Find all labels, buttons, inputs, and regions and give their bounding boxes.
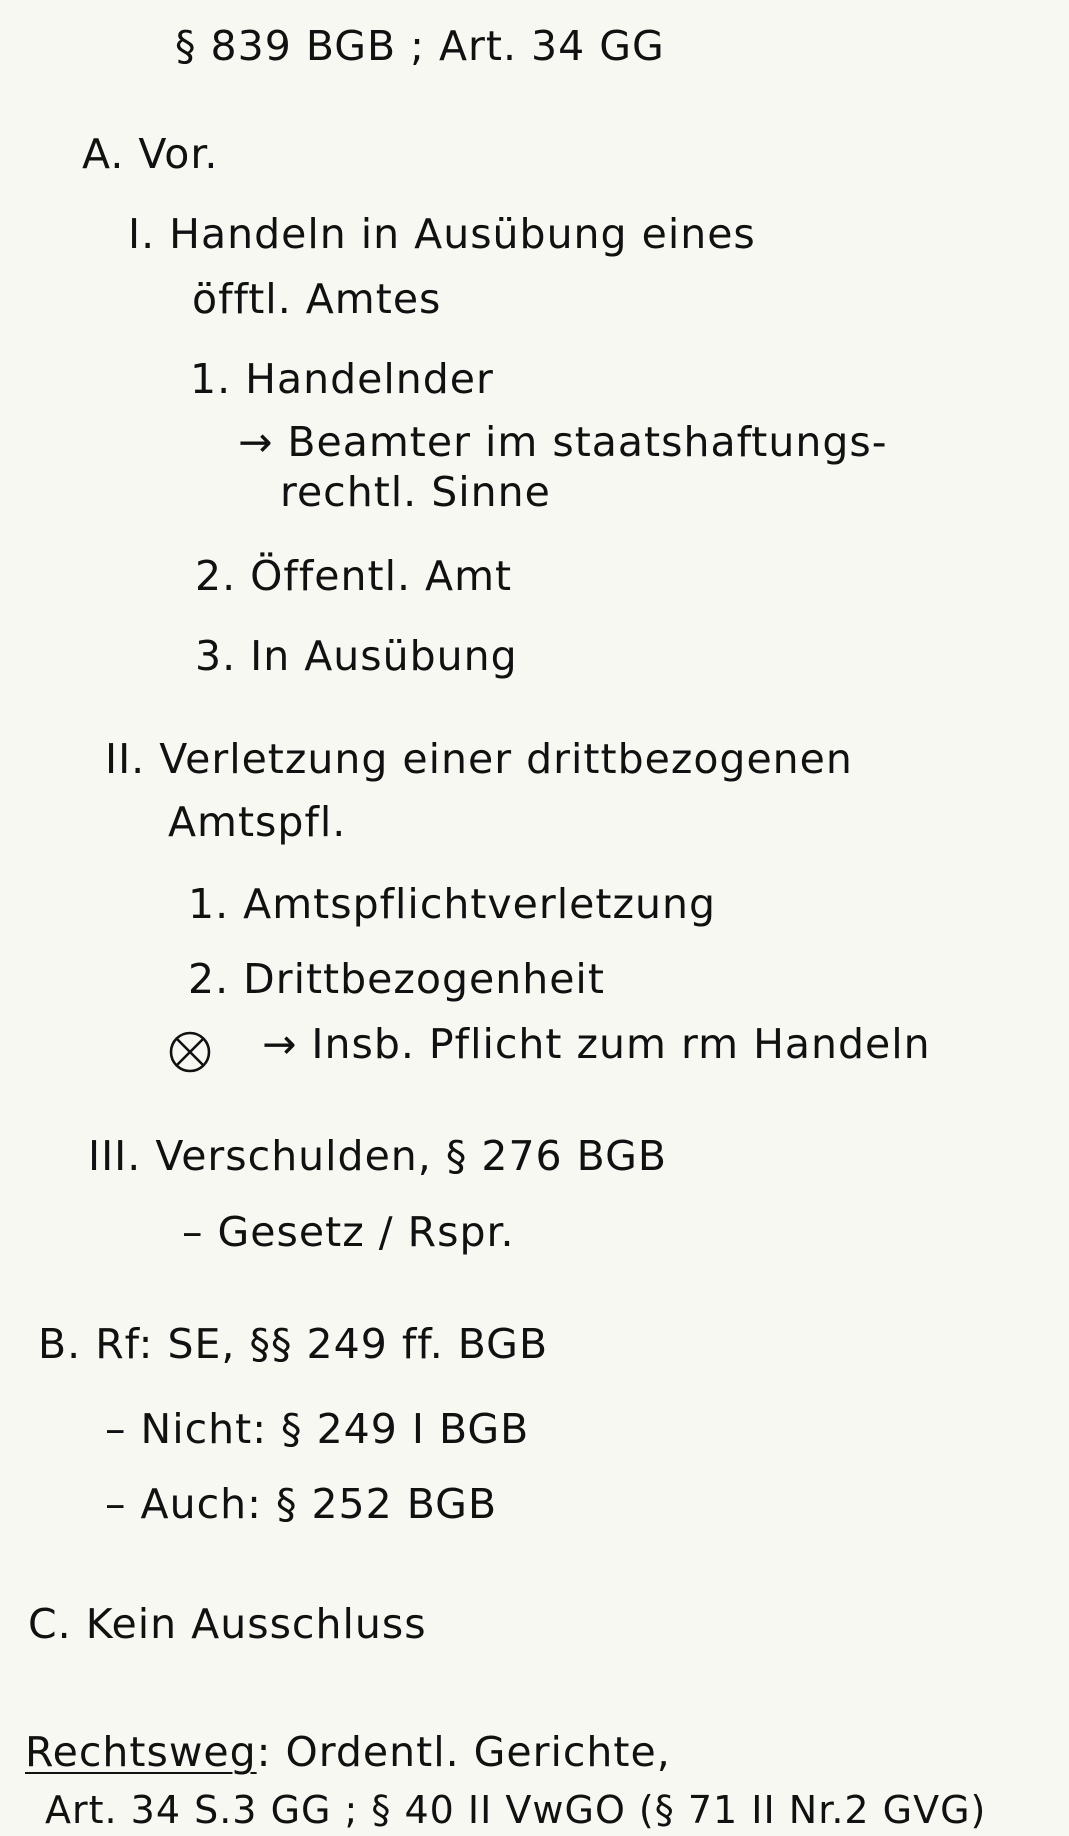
- section-b-heading: B. Rf: SE, §§ 249 ff. BGB: [38, 1320, 549, 1368]
- footer-text-line1: : Ordentl. Gerichte,: [256, 1728, 671, 1776]
- section-b-also-line: – Auch: § 252 BGB: [105, 1480, 498, 1528]
- footer-line1: [25, 1728, 671, 1776]
- footer-label: Rechtsweg: [25, 1728, 257, 1776]
- section-a-heading: A. Vor.: [82, 130, 219, 178]
- item-2-sub-2: 2. Drittbezogenheit: [188, 955, 605, 1003]
- item-1-sub-2: 2. Öffentl. Amt: [195, 552, 513, 600]
- item-1-heading-line1: I. Handeln in Ausübung eines: [128, 210, 756, 258]
- item-2-note: → Insb. Pflicht zum rm Handeln: [262, 1020, 931, 1068]
- section-c-heading: C. Kein Ausschluss: [28, 1600, 427, 1648]
- circled-x-icon: [168, 1030, 212, 1074]
- item-1-sub-1-note-line1: → Beamter im staatshaftungs-: [238, 418, 888, 466]
- item-1-heading-line2: öfftl. Amtes: [192, 275, 442, 323]
- item-1-sub-1: 1. Handelnder: [190, 355, 494, 403]
- item-1-sub-1-note-line2: rechtl. Sinne: [280, 468, 551, 516]
- section-b-not-line: – Nicht: § 249 I BGB: [105, 1405, 530, 1453]
- item-1-sub-3: 3. In Ausübung: [195, 632, 518, 680]
- footer-text-line2: Art. 34 S.3 GG ; § 40 II VwGO (§ 71 II Nr.2 GVG): [45, 1788, 987, 1832]
- header-norms: § 839 BGB ; Art. 34 GG: [175, 22, 665, 70]
- item-3-note: – Gesetz / Rspr.: [182, 1208, 515, 1256]
- item-3-heading: III. Verschulden, § 276 BGB: [88, 1132, 667, 1180]
- item-2-heading-line1: II. Verletzung einer drittbezogenen: [105, 735, 853, 783]
- item-2-heading-line2: Amtspfl.: [168, 798, 347, 846]
- item-2-sub-1: 1. Amtspflichtverletzung: [188, 880, 716, 928]
